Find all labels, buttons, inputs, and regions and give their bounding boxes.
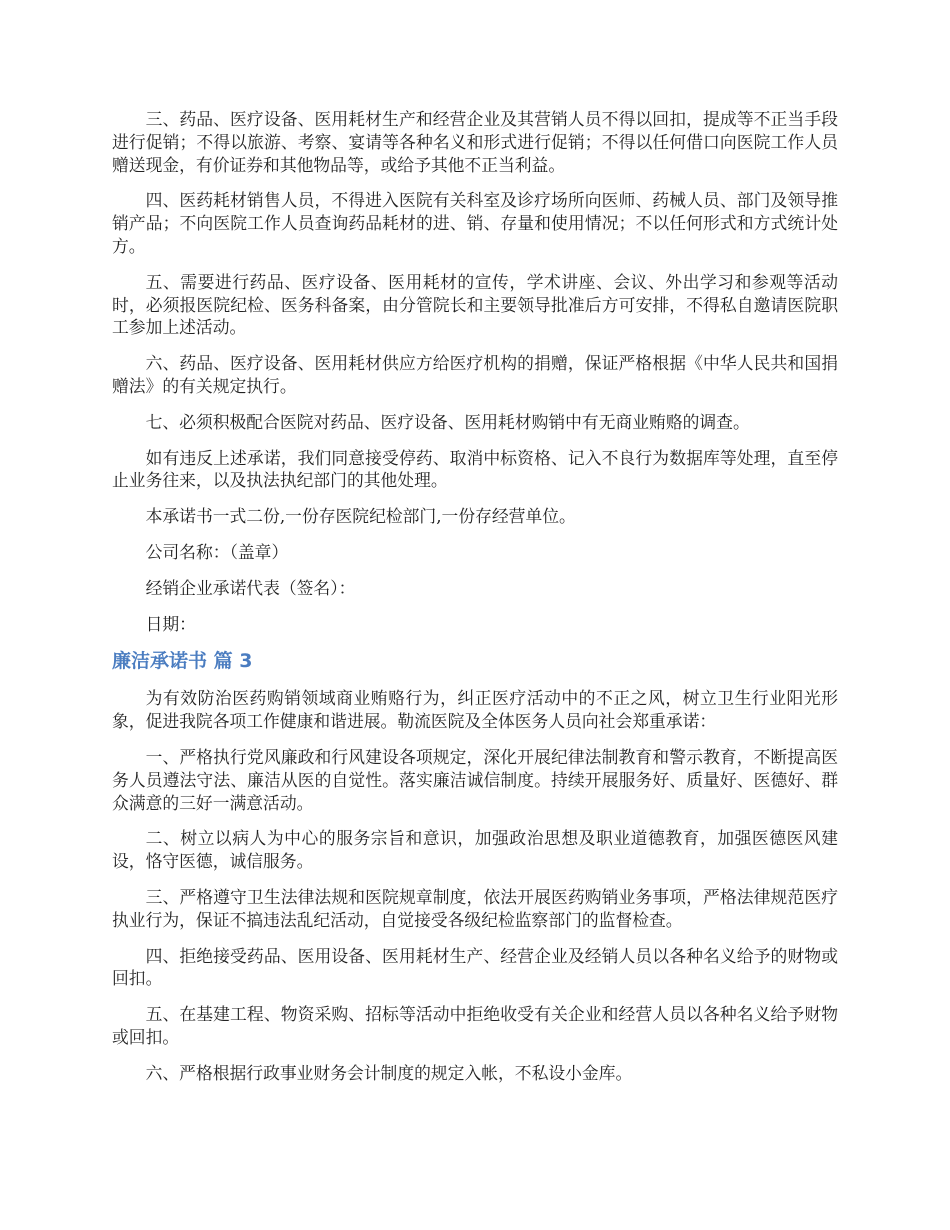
- section-3-body: [112, 687, 838, 1084]
- paragraph-copies-note: 本承诺书一式二份,一份存医院纪检部门,一份存经营单位。: [145, 506, 576, 527]
- paragraph-violation-clause: 如有违反上述承诺，我们同意接受停药、取消中标资格、记入不良行为数据库等处理，直至停止业务往来，以及执法执纪部门的其他处理。: [112, 447, 838, 491]
- paragraph-commitment-3: 三、严格遵守卫生法律法规和医院规章制度，依法开展医药购销业务事项，严格法律规范医疗执业行为，保证不搞违法乱纪活动，自觉接受各级纪检监察部门的监督检查。: [112, 886, 838, 930]
- paragraph-commitment-4: 四、拒绝接受药品、医用设备、医用耗材生产、经营企业及经销人员以各种名义给予的财物或回扣。: [112, 945, 838, 989]
- date-line: 日期：: [145, 613, 196, 634]
- paragraph-item-3: 三、药品、医疗设备、医用耗材生产和经营企业及其营销人员不得以回扣，提成等不正当手段进行促销；不得以旅游、考察、宴请等各种名义和形式进行促销；不得以任何借口向医院工作人员赠送现金，有价证券和其他物品等，或给予其他不正当利益。: [112, 109, 838, 175]
- section-2-continuation: [112, 108, 838, 635]
- paragraph-item-7: 七、必须积极配合医院对药品、医疗设备、医用耗材购销中有无商业贿赂的调查。: [145, 411, 750, 432]
- paragraph-commitment-1: 一、严格执行党风廉政和行风建设各项规定，深化开展纪律法制教育和警示教育，不断提高医务人员遵法守法、廉洁从医的自觉性。落实廉洁诚信制度。持续开展服务好、质量好、医德好、群众满意的三好一满意活动。: [112, 746, 838, 813]
- paragraph-commitment-2: 二、树立以病人为中心的服务宗旨和意识，加强政治思想及职业道德教育，加强医德医风建设，恪守医德，诚信服务。: [112, 828, 838, 872]
- representative-signature-line: 经销企业承诺代表（签名）：: [145, 577, 356, 598]
- paragraph-commitment-6: 六、严格根据行政事业财务会计制度的规定入帐，不私设小金库。: [145, 1062, 633, 1083]
- paragraph-item-6: 六、药品、医疗设备、医用耗材供应方给医疗机构的捐赠，保证严格根据《中华人民共和国捐赠法》的有关规定执行。: [112, 353, 838, 396]
- paragraph-item-4: 四、医药耗材销售人员，不得进入医院有关科室及诊疗场所向医师、药械人员、部门及领导推销产品；不向医院工作人员查询药品耗材的进、销、存量和使用情况；不以任何形式和方式统计处方。: [112, 190, 838, 256]
- paragraph-item-5: 五、需要进行药品、医疗设备、医用耗材的宣传，学术讲座、会议、外出学习和参观等活动时，必须报医院纪检、医务科备案，由分管院长和主要领导批准后方可安排，不得私自邀请医院职工参加上述活动。: [112, 271, 838, 338]
- paragraph-intro: 为有效防治医药购销领域商业贿赂行为，纠正医疗活动中的不正之风，树立卫生行业阳光形象，促进我院各项工作健康和谐进展。勒流医院及全体医务人员向社会郑重承诺：: [112, 688, 838, 732]
- company-name-line: 公司名称：（盖章）: [145, 541, 289, 562]
- section-heading: 廉洁承诺书 篇 3: [112, 650, 253, 673]
- paragraph-commitment-5: 五、在基建工程、物资采购、招标等活动中拒绝收受有关企业和经营人员以各种名义给予财物或回扣。: [112, 1004, 838, 1047]
